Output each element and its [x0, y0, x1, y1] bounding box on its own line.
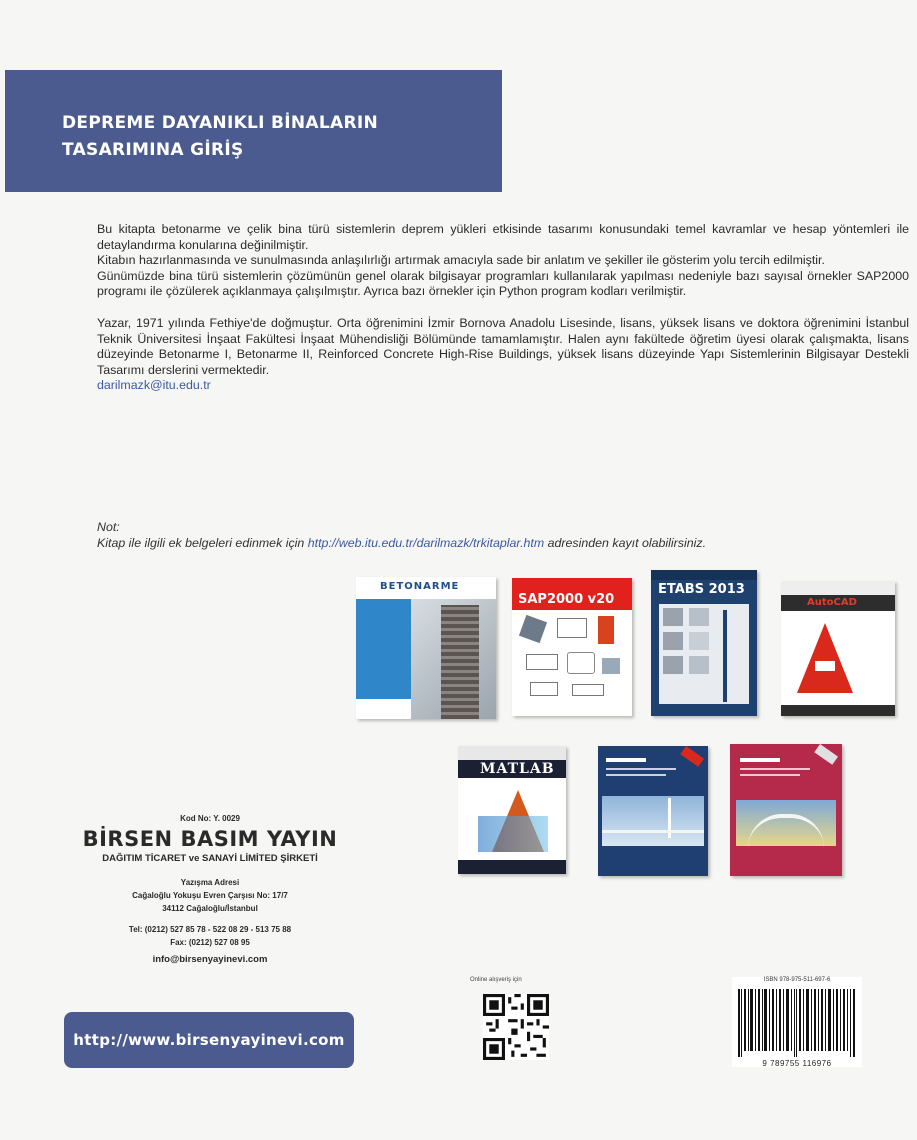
qr-code-icon[interactable]: [483, 994, 549, 1060]
address-label: Yazışma Adresi: [180, 878, 240, 887]
book-cover-matlab: [458, 746, 566, 874]
publisher-subtitle: DAĞITIM TİCARET ve SANAYİ LİMİTED ŞİRKETİ: [102, 853, 318, 864]
isbn-barcode: [732, 977, 862, 1067]
publisher-website-button[interactable]: http://www.birsenyayinevi.com: [64, 1012, 354, 1068]
book-title: [62, 110, 482, 164]
author-email[interactable]: darilmazk@itu.edu.tr: [97, 378, 211, 393]
book-cover-title: MATLAB: [480, 761, 555, 777]
book-cover-bridge: [598, 746, 708, 876]
description-paragraph: Günümüzde bina türü sistemlerin çözümünün genel olarak bilgisayar programları kullanılarak yapılması nedeniyle bazı sayısal örnekler SAP2000 programı ile çözülerek açıklanmaya çalışılmıştır. Ayrıca bazı örnekler için Python program kodları verilmiştir.: [97, 268, 909, 299]
book-cover-title: SAP2000 v20: [518, 592, 615, 607]
isbn-label: ISBN 978-975-511-697-6: [763, 977, 831, 983]
book-cover-title: BETONARME: [380, 581, 460, 592]
book-cover-sap2000: [512, 578, 632, 716]
note-label: Not:: [97, 520, 120, 534]
description-paragraph: Bu kitapta betonarme ve çelik bina türü sistemlerin deprem yükleri etkisinde tasarımı konusundaki temel kavramlar ve hesap yöntemleri ile detaylandırma konularına değinilmiştir.: [97, 222, 909, 252]
qr-caption: Online alışveriş için: [470, 977, 522, 983]
publisher-email[interactable]: info@birsenyayinevi.com: [152, 954, 268, 965]
isbn-number: 9 789755 116976: [762, 1059, 832, 1068]
book-cover-etabs: [651, 570, 757, 716]
book-cover-title: ETABS 2013: [658, 582, 745, 597]
author-bio: Yazar, 1971 yılında Fethiye'de doğmuştur. Orta öğrenimini İzmir Bornova Anadolu Lisesinde, lisans, yüksek lisans ve doktora öğrenimini İstanbul Teknik Üniversitesi İnşaat Fakültesi İnşaat Mühendisliği Bölümünde tamamlamıştır. Halen aynı fakültede öğretim üyesi olarak çalışmakta, lisans düzeyinde Betonarme I, Betonarme II, Reinforced Concrete High-Rise Buildings, yüksek lisans düzeyinde Yapı Sistemlerinin Bilgisayar Destekli Tasarımı derslerini vermektedir.: [97, 315, 909, 377]
description-paragraph: Kitabın hazırlanmasında ve sunulmasında anlaşılırlığı artırmak amacıyla sade bir anlatım ve şekiller ile gösterim yolu tercih edilmiştir.: [97, 253, 825, 268]
book-cover-title: AutoCAD: [807, 597, 857, 608]
publisher-fax: Fax: (0212) 527 08 95: [170, 938, 250, 947]
book-title-line-2: TASARIMINA GİRİŞ: [62, 140, 244, 160]
address-line-1: Cağaloğlu Yokuşu Evren Çarşısı No: 17/7: [132, 891, 288, 900]
book-cover-autocad: [781, 581, 895, 716]
book-description: [97, 222, 909, 394]
publisher-tel: Tel: (0212) 527 85 78 - 522 08 29 - 513 75 88: [128, 925, 292, 934]
publisher-name: BİRSEN BASIM YAYIN: [82, 827, 338, 851]
barcode-icon: [738, 989, 856, 1057]
note-text: Kitap ile ilgili ek belgeleri edinmek için http://web.itu.edu.tr/darilmazk/trkitaplar.htm adresinden kayıt olabilirsiniz.: [97, 536, 707, 550]
publisher-block: [60, 814, 360, 966]
book-title-line-1: DEPREME DAYANIKLI BİNALARIN: [62, 113, 379, 133]
book-cover-arch: [730, 744, 842, 876]
book-cover-betonarme: [356, 577, 496, 719]
address-line-2: 34112 Cağaloğlu/İstanbul: [162, 904, 258, 913]
publisher-code: Kod No: Y. 0029: [180, 814, 240, 823]
note: [97, 519, 909, 551]
note-link[interactable]: http://web.itu.edu.tr/darilmazk/trkitaplar.htm: [307, 536, 545, 550]
